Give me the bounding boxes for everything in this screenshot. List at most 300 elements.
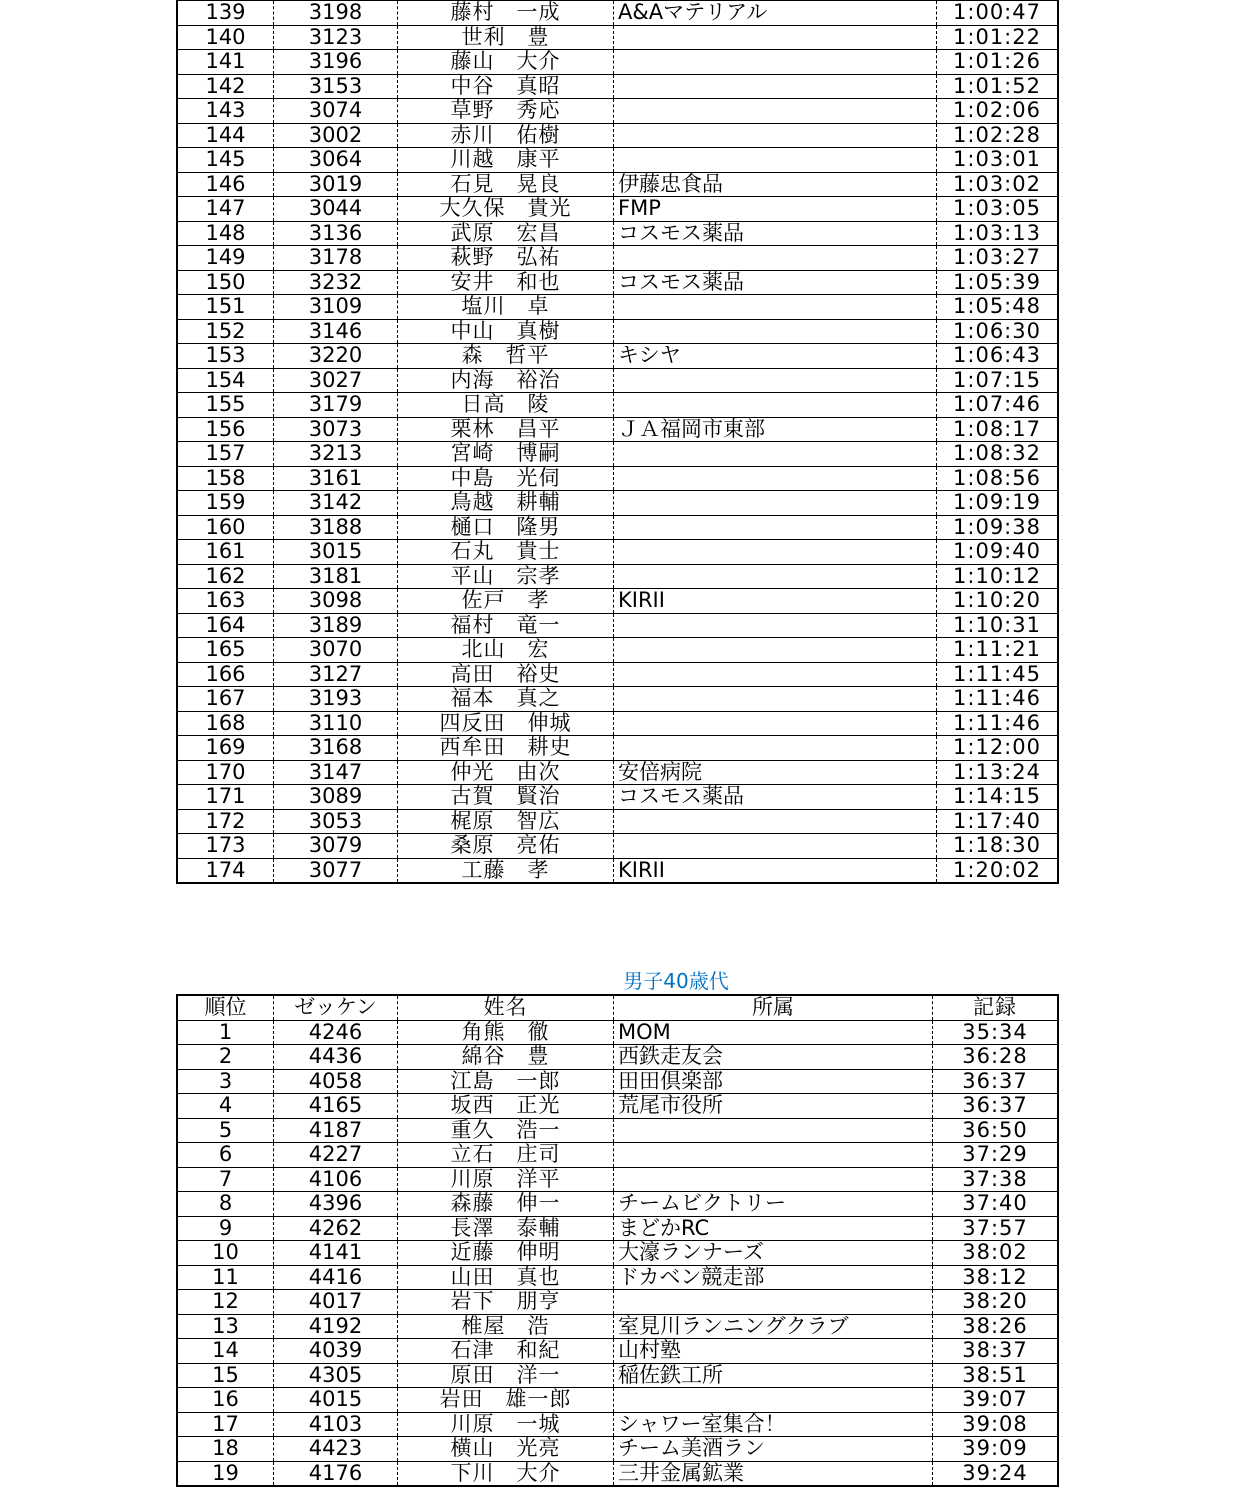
rank-cell: 16 — [177, 1388, 274, 1413]
rank-cell: 141 — [177, 50, 274, 75]
time-cell: 1:05:48 — [937, 295, 1059, 320]
bib-cell: 3077 — [274, 858, 398, 883]
rank-cell: 167 — [177, 687, 274, 712]
time-cell: 38:51 — [933, 1363, 1059, 1388]
name-cell: 山田 真也 — [398, 1265, 614, 1290]
table-row — [177, 491, 1058, 516]
rank-cell: 14 — [177, 1339, 274, 1364]
rank-cell: 12 — [177, 1290, 274, 1315]
rank-cell: 159 — [177, 491, 274, 516]
time-cell: 39:07 — [933, 1388, 1059, 1413]
time-cell: 1:20:02 — [937, 858, 1059, 883]
name-cell: 川原 洋平 — [398, 1167, 614, 1192]
affiliation-cell — [614, 50, 937, 75]
name-cell: 森藤 伸一 — [398, 1192, 614, 1217]
rank-cell: 3 — [177, 1069, 274, 1094]
time-cell: 1:03:05 — [937, 197, 1059, 222]
affiliation-cell — [614, 736, 937, 761]
name-cell: 鳥越 耕輔 — [398, 491, 614, 516]
bib-cell: 3193 — [274, 687, 398, 712]
bib-cell: 3153 — [274, 74, 398, 99]
time-cell: 1:02:06 — [937, 99, 1059, 124]
rank-cell: 150 — [177, 270, 274, 295]
affiliation-cell — [614, 442, 937, 467]
bib-cell: 3019 — [274, 172, 398, 197]
table-header-row — [177, 995, 1058, 1020]
affiliation-cell: シャワー室集合！ — [614, 1412, 933, 1437]
bib-cell: 3073 — [274, 417, 398, 442]
rank-cell: 174 — [205, 858, 246, 882]
bib-cell: 3123 — [274, 25, 398, 50]
section-title: 男子40歳代 — [623, 969, 729, 993]
table-row — [177, 711, 1058, 736]
bib-cell: 3089 — [274, 785, 398, 810]
rank-cell: 9 — [177, 1216, 274, 1241]
time-cell: 1:01:26 — [937, 50, 1059, 75]
affiliation-cell — [614, 1143, 933, 1168]
table-row — [177, 99, 1058, 124]
rank-cell: 19 — [212, 1461, 239, 1485]
bib-cell: 3146 — [274, 319, 398, 344]
affiliation-cell — [614, 564, 937, 589]
time-cell: 1:11:46 — [937, 687, 1059, 712]
name-cell: 萩野 弘祐 — [398, 246, 614, 271]
bib-cell: 3074 — [274, 99, 398, 124]
rank-cell: 149 — [177, 246, 274, 271]
affiliation-cell — [614, 711, 937, 736]
bib-cell: 3198 — [274, 0, 398, 25]
time-cell: 1:03:27 — [937, 246, 1059, 271]
time-cell: 1:17:40 — [937, 809, 1059, 834]
affiliation-cell: 安倍病院 — [614, 760, 937, 785]
rank-cell: 162 — [177, 564, 274, 589]
table-row — [177, 1094, 1058, 1119]
table-row — [177, 736, 1058, 761]
table-row — [177, 1314, 1058, 1339]
name-cell: 川越 康平 — [398, 148, 614, 173]
time-cell: 1:05:39 — [937, 270, 1059, 295]
affiliation-cell — [614, 74, 937, 99]
table-row — [177, 1461, 1058, 1486]
affiliation-cell: A&Aマテリアル — [614, 0, 937, 25]
name-cell: 仲光 由次 — [398, 760, 614, 785]
time-cell: 38:12 — [933, 1265, 1059, 1290]
bib-cell: 3079 — [274, 834, 398, 859]
affiliation-cell: まどかRC — [614, 1216, 933, 1241]
name-cell: 石丸 貴士 — [398, 540, 614, 565]
affiliation-cell: コスモス薬品 — [614, 221, 937, 246]
affiliation-cell: KIRII — [614, 589, 937, 614]
time-cell: 1:03:01 — [937, 148, 1059, 173]
affiliation-cell: コスモス薬品 — [614, 785, 937, 810]
rank-cell: 161 — [177, 540, 274, 565]
rank-cell: 145 — [177, 148, 274, 173]
table-row — [177, 1167, 1058, 1192]
time-cell: 1:01:22 — [937, 25, 1059, 50]
table-row — [177, 564, 1058, 589]
bib-cell: 3098 — [274, 589, 398, 614]
rank-cell: 173 — [177, 834, 274, 859]
time-cell: 1:09:38 — [937, 515, 1059, 540]
affiliation-cell — [614, 540, 937, 565]
bib-cell: 3179 — [274, 393, 398, 418]
table-row — [177, 662, 1058, 687]
bib-cell: 3189 — [274, 613, 398, 638]
bib-cell: 3110 — [274, 711, 398, 736]
bib-cell: 4176 — [274, 1461, 398, 1486]
table-row — [177, 834, 1058, 859]
time-cell: 1:11:21 — [937, 638, 1059, 663]
time-cell: 36:50 — [933, 1118, 1059, 1143]
affiliation-cell — [614, 295, 937, 320]
bib-cell: 3053 — [274, 809, 398, 834]
bib-cell: 3027 — [274, 368, 398, 393]
table-row — [177, 1020, 1058, 1045]
affiliation-cell: 荒尾市役所 — [614, 1094, 933, 1119]
time-cell: 36:37 — [933, 1094, 1059, 1119]
name-cell: 日高 陵 — [398, 393, 614, 418]
affiliation-cell — [614, 1167, 933, 1192]
time-cell: 1:01:52 — [937, 74, 1059, 99]
bib-cell: 3168 — [274, 736, 398, 761]
table-row — [177, 442, 1058, 467]
time-cell: 1:09:40 — [937, 540, 1059, 565]
table-row — [177, 74, 1058, 99]
affiliation-cell — [614, 99, 937, 124]
time-cell: 38:20 — [933, 1290, 1059, 1315]
results-table-men-40s — [176, 994, 1059, 1487]
rank-cell: 7 — [177, 1167, 274, 1192]
rank-cell: 15 — [177, 1363, 274, 1388]
name-cell: 樋口 隆男 — [398, 515, 614, 540]
time-cell: 35:34 — [933, 1020, 1059, 1045]
bib-cell: 3064 — [274, 148, 398, 173]
bib-cell: 4246 — [274, 1020, 398, 1045]
affiliation-cell: 山村塾 — [614, 1339, 933, 1364]
rank-cell: 17 — [177, 1412, 274, 1437]
rank-cell: 13 — [177, 1314, 274, 1339]
table-row — [177, 1143, 1058, 1168]
table-row — [177, 1241, 1058, 1266]
name-cell: 古賀 賢治 — [398, 785, 614, 810]
table-row — [177, 613, 1058, 638]
name-cell: 綿谷 豊 — [398, 1045, 614, 1070]
rank-cell: 5 — [177, 1118, 274, 1143]
table-row — [177, 368, 1058, 393]
time-cell: 1:06:43 — [937, 344, 1059, 369]
bib-cell: 4396 — [274, 1192, 398, 1217]
affiliation-cell — [614, 466, 937, 491]
bib-cell: 3015 — [274, 540, 398, 565]
time-cell: 36:37 — [933, 1069, 1059, 1094]
rank-cell: 152 — [177, 319, 274, 344]
table-row — [177, 858, 1058, 883]
bib-cell: 4103 — [274, 1412, 398, 1437]
bib-cell: 3213 — [274, 442, 398, 467]
time-cell: 37:40 — [933, 1192, 1059, 1217]
rank-cell: 169 — [177, 736, 274, 761]
rank-cell: 155 — [177, 393, 274, 418]
time-cell: 39:24 — [933, 1461, 1059, 1486]
name-cell: 長澤 泰輔 — [398, 1216, 614, 1241]
time-cell: 1:18:30 — [937, 834, 1059, 859]
time-cell: 36:28 — [933, 1045, 1059, 1070]
rank-cell: 142 — [177, 74, 274, 99]
bib-cell: 3188 — [274, 515, 398, 540]
bib-cell: 4423 — [274, 1437, 398, 1462]
table-row — [177, 589, 1058, 614]
name-cell: 立石 庄司 — [398, 1143, 614, 1168]
affiliation-cell — [614, 687, 937, 712]
affiliation-cell — [614, 319, 937, 344]
name-cell: 石津 和紀 — [398, 1339, 614, 1364]
time-cell: 1:07:15 — [937, 368, 1059, 393]
time-cell: 1:08:32 — [937, 442, 1059, 467]
table-row — [177, 123, 1058, 148]
name-cell: 坂西 正光 — [398, 1094, 614, 1119]
rank-cell: 140 — [177, 25, 274, 50]
bib-cell: 3220 — [274, 344, 398, 369]
table-row — [177, 172, 1058, 197]
time-cell: 1:09:19 — [937, 491, 1059, 516]
time-cell: 1:11:46 — [937, 711, 1059, 736]
time-cell: 1:08:17 — [937, 417, 1059, 442]
table-row — [177, 1216, 1058, 1241]
bib-cell: 4416 — [274, 1265, 398, 1290]
affiliation-cell: 室見川ランニングクラブ — [614, 1314, 933, 1339]
table-row — [177, 319, 1058, 344]
table-row — [177, 687, 1058, 712]
time-cell: 1:02:28 — [937, 123, 1059, 148]
time-cell: 37:38 — [933, 1167, 1059, 1192]
time-cell: 1:13:24 — [937, 760, 1059, 785]
table-row — [177, 1412, 1058, 1437]
time-cell: 1:06:30 — [937, 319, 1059, 344]
table-row — [177, 1265, 1058, 1290]
time-cell: 1:00:47 — [937, 0, 1059, 25]
table-row — [177, 1290, 1058, 1315]
affiliation-cell — [614, 393, 937, 418]
bib-cell: 4039 — [274, 1339, 398, 1364]
affiliation-cell — [614, 148, 937, 173]
rank-cell: 170 — [177, 760, 274, 785]
affiliation-cell — [614, 613, 937, 638]
results-table-continued — [176, 0, 1059, 884]
table-row — [177, 1045, 1058, 1070]
name-cell: 草野 秀応 — [398, 99, 614, 124]
name-cell: 工藤 孝 — [398, 858, 614, 883]
affiliation-cell: チームビクトリー — [614, 1192, 933, 1217]
header-bib: ゼッケン — [274, 995, 398, 1020]
name-cell: 原田 洋一 — [398, 1363, 614, 1388]
rank-cell: 172 — [177, 809, 274, 834]
rank-cell: 1 — [177, 1020, 274, 1045]
bib-cell: 4192 — [274, 1314, 398, 1339]
affiliation-cell — [614, 1290, 933, 1315]
table-row — [177, 1192, 1058, 1217]
bib-cell: 4436 — [274, 1045, 398, 1070]
affiliation-cell — [614, 834, 937, 859]
name-cell: 角熊 徹 — [398, 1020, 614, 1045]
affiliation-cell: FMP — [614, 197, 937, 222]
name-cell: 桑原 亮佑 — [398, 834, 614, 859]
rank-cell: 2 — [177, 1045, 274, 1070]
time-cell: 1:11:45 — [937, 662, 1059, 687]
rank-cell: 171 — [177, 785, 274, 810]
header-time: 記録 — [933, 995, 1059, 1020]
table-row — [177, 809, 1058, 834]
name-cell: 中島 光伺 — [398, 466, 614, 491]
affiliation-cell: KIRII — [614, 858, 937, 883]
affiliation-cell — [614, 1118, 933, 1143]
table-row — [177, 515, 1058, 540]
name-cell: 椎屋 浩 — [398, 1314, 614, 1339]
name-cell: 塩川 卓 — [398, 295, 614, 320]
time-cell: 38:02 — [933, 1241, 1059, 1266]
rank-cell: 144 — [177, 123, 274, 148]
bib-cell: 4058 — [274, 1069, 398, 1094]
bib-cell: 4106 — [274, 1167, 398, 1192]
name-cell: 佐戸 孝 — [398, 589, 614, 614]
name-cell: 平山 宗孝 — [398, 564, 614, 589]
rank-cell: 160 — [177, 515, 274, 540]
affiliation-cell — [614, 25, 937, 50]
bib-cell: 4227 — [274, 1143, 398, 1168]
name-cell: 四反田 伸城 — [398, 711, 614, 736]
time-cell: 38:26 — [933, 1314, 1059, 1339]
rank-cell: 168 — [177, 711, 274, 736]
bib-cell: 4262 — [274, 1216, 398, 1241]
time-cell: 39:09 — [933, 1437, 1059, 1462]
table-row — [177, 25, 1058, 50]
time-cell: 39:08 — [933, 1412, 1059, 1437]
rank-cell: 139 — [177, 0, 274, 25]
rank-cell: 163 — [177, 589, 274, 614]
time-cell: 1:10:31 — [937, 613, 1059, 638]
bib-cell: 3147 — [274, 760, 398, 785]
time-cell: 1:14:15 — [937, 785, 1059, 810]
bib-cell: 3109 — [274, 295, 398, 320]
affiliation-cell: キシヤ — [614, 344, 937, 369]
bib-cell: 4187 — [274, 1118, 398, 1143]
table-row — [177, 1437, 1058, 1462]
bib-cell: 3044 — [274, 197, 398, 222]
rank-cell: 148 — [177, 221, 274, 246]
affiliation-cell: ＪＡ福岡市東部 — [614, 417, 937, 442]
bib-cell: 3181 — [274, 564, 398, 589]
affiliation-cell: 田田倶楽部 — [614, 1069, 933, 1094]
affiliation-cell — [614, 1388, 933, 1413]
rank-cell: 11 — [177, 1265, 274, 1290]
bib-cell: 4165 — [274, 1094, 398, 1119]
time-cell: 1:03:02 — [937, 172, 1059, 197]
name-cell: 西牟田 耕史 — [398, 736, 614, 761]
table-row — [177, 393, 1058, 418]
rank-cell: 18 — [177, 1437, 274, 1462]
time-cell: 37:57 — [933, 1216, 1059, 1241]
rank-cell: 151 — [177, 295, 274, 320]
name-cell: 藤村 一成 — [398, 0, 614, 25]
table-row — [177, 760, 1058, 785]
rank-cell: 6 — [177, 1143, 274, 1168]
rank-cell: 166 — [177, 662, 274, 687]
name-cell: 高田 裕史 — [398, 662, 614, 687]
affiliation-cell — [614, 809, 937, 834]
time-cell: 1:10:12 — [937, 564, 1059, 589]
table-row — [177, 1363, 1058, 1388]
name-cell: 江島 一郎 — [398, 1069, 614, 1094]
bib-cell: 3070 — [274, 638, 398, 663]
rank-cell: 153 — [177, 344, 274, 369]
affiliation-cell: ドカベン競走部 — [614, 1265, 933, 1290]
bib-cell: 4305 — [274, 1363, 398, 1388]
name-cell: 福本 真之 — [398, 687, 614, 712]
affiliation-cell — [614, 368, 937, 393]
name-cell: 横山 光亮 — [398, 1437, 614, 1462]
table-row — [177, 344, 1058, 369]
name-cell: 下川 大介 — [398, 1461, 614, 1486]
time-cell: 1:10:20 — [937, 589, 1059, 614]
rank-cell: 154 — [177, 368, 274, 393]
header-affiliation: 所属 — [614, 995, 933, 1020]
name-cell: 宮崎 博嗣 — [398, 442, 614, 467]
time-cell: 1:03:13 — [937, 221, 1059, 246]
time-cell: 1:08:56 — [937, 466, 1059, 491]
affiliation-cell — [614, 246, 937, 271]
table-row — [177, 197, 1058, 222]
affiliation-cell — [614, 662, 937, 687]
table-row — [177, 0, 1058, 25]
rank-cell: 158 — [177, 466, 274, 491]
table-row — [177, 785, 1058, 810]
table-row — [177, 295, 1058, 320]
rank-cell: 4 — [177, 1094, 274, 1119]
table-row — [177, 1339, 1058, 1364]
bib-cell: 3161 — [274, 466, 398, 491]
name-cell: 中谷 真昭 — [398, 74, 614, 99]
affiliation-cell — [614, 638, 937, 663]
table-row — [177, 540, 1058, 565]
affiliation-cell — [614, 515, 937, 540]
time-cell: 37:29 — [933, 1143, 1059, 1168]
name-cell: 岩下 朋亨 — [398, 1290, 614, 1315]
name-cell: 川原 一城 — [398, 1412, 614, 1437]
name-cell: 赤川 佑樹 — [398, 123, 614, 148]
bib-cell: 3136 — [274, 221, 398, 246]
name-cell: 中山 真樹 — [398, 319, 614, 344]
bib-cell: 3178 — [274, 246, 398, 271]
affiliation-cell: MOM — [614, 1020, 933, 1045]
affiliation-cell: 三井金属鉱業 — [614, 1461, 933, 1486]
bib-cell: 3127 — [274, 662, 398, 687]
rank-cell: 156 — [177, 417, 274, 442]
time-cell: 1:12:00 — [937, 736, 1059, 761]
header-name: 姓名 — [398, 995, 614, 1020]
rank-cell: 146 — [177, 172, 274, 197]
affiliation-cell: コスモス薬品 — [614, 270, 937, 295]
affiliation-cell — [614, 123, 937, 148]
table-row — [177, 1069, 1058, 1094]
affiliation-cell: 伊藤忠食品 — [614, 172, 937, 197]
rank-cell: 157 — [177, 442, 274, 467]
rank-cell: 147 — [177, 197, 274, 222]
rank-cell: 165 — [177, 638, 274, 663]
bib-cell: 3142 — [274, 491, 398, 516]
affiliation-cell: 西鉄走友会 — [614, 1045, 933, 1070]
affiliation-cell: チーム美酒ラン — [614, 1437, 933, 1462]
time-cell: 38:37 — [933, 1339, 1059, 1364]
name-cell: 武原 宏昌 — [398, 221, 614, 246]
